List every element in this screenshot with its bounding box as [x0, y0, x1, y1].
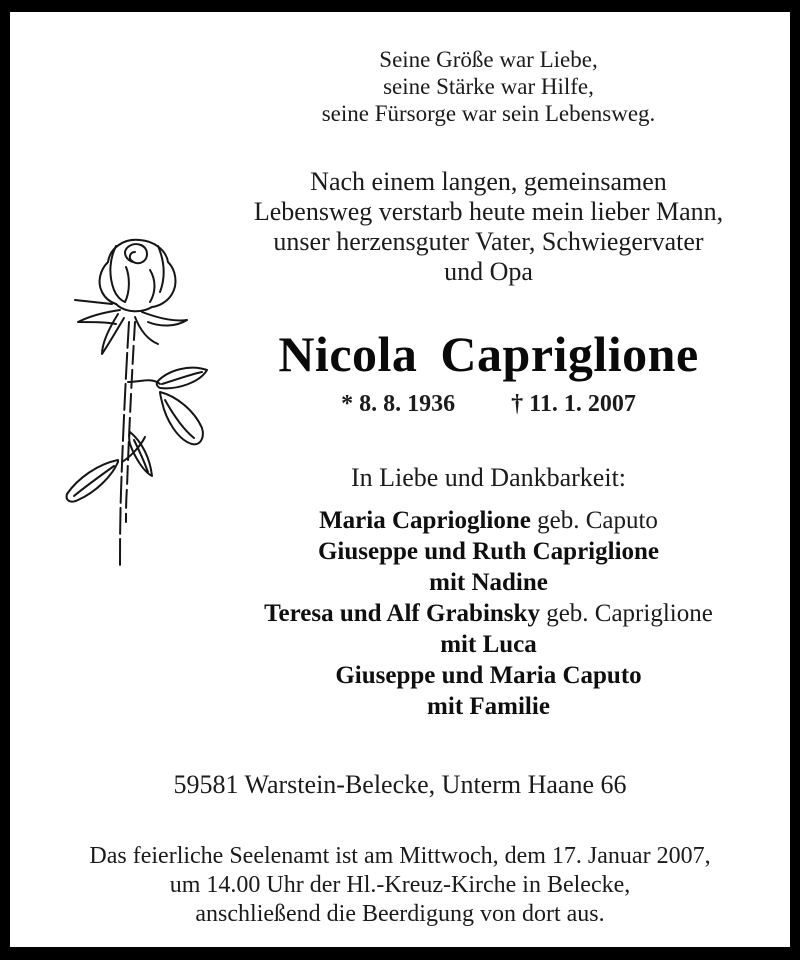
funeral-line: um 14.00 Uhr der Hl.-Kreuz-Kirche in Belecke,: [169, 872, 631, 898]
mourner-name: mit Luca: [440, 631, 537, 658]
obituary-sheet: [10, 12, 790, 947]
dedication-line: In Liebe und Dankbarkeit:: [350, 463, 627, 492]
mourner-row: [195, 691, 782, 722]
verse-line: Seine Größe war Liebe,: [379, 47, 598, 72]
announcement-line: unser herzensguter Vater, Schwiegervater: [273, 227, 704, 256]
verse-line: seine Fürsorge war sein Lebensweg.: [321, 101, 656, 126]
mourner-name: Maria Caprioglione: [319, 507, 531, 534]
mourner-row: [195, 598, 782, 629]
mourner-suffix: geb. Caputo: [530, 507, 658, 534]
mourner-name: Teresa und Alf Grabinsky: [264, 600, 540, 627]
mourner-name: Giuseppe und Ruth Capriglione: [317, 538, 660, 565]
announcement-line: und Opa: [444, 257, 533, 286]
deceased-name: Nicola Capriglione: [278, 326, 699, 382]
birth-date: * 8. 8. 1936: [341, 391, 456, 417]
life-dates: [195, 389, 782, 419]
death-date: † 11. 1. 2007: [511, 391, 636, 417]
funeral-line: Das feierliche Seelenamt ist am Mittwoch, dem 17. Januar 2007,: [89, 843, 711, 869]
mourner-row: [195, 629, 782, 660]
announcement-line: Nach einem langen, gemeinsamen: [310, 167, 667, 196]
funeral-line: anschließend die Beerdigung von dort aus.: [195, 901, 605, 927]
mourner-name: mit Nadine: [429, 569, 548, 596]
mourner-row: [195, 660, 782, 691]
address-line: 59581 Warstein-Belecke, Unterm Haane 66: [173, 770, 627, 799]
mourners-list: [195, 505, 782, 722]
announcement-text: [195, 167, 782, 287]
funeral-info: [10, 842, 790, 929]
opening-verse: [195, 12, 782, 127]
announcement-line: Lebensweg verstarb heute mein lieber Mann,: [253, 197, 724, 226]
mourner-suffix: geb. Capriglione: [539, 600, 713, 627]
mourner-row: [195, 505, 782, 536]
rose-illustration: [50, 232, 220, 577]
mourner-name: mit Familie: [427, 693, 550, 720]
mourner-name: Giuseppe und Maria Caputo: [335, 662, 642, 689]
mourner-row: [195, 536, 782, 567]
mourner-row: [195, 567, 782, 598]
verse-line: seine Stärke war Hilfe,: [383, 74, 594, 99]
